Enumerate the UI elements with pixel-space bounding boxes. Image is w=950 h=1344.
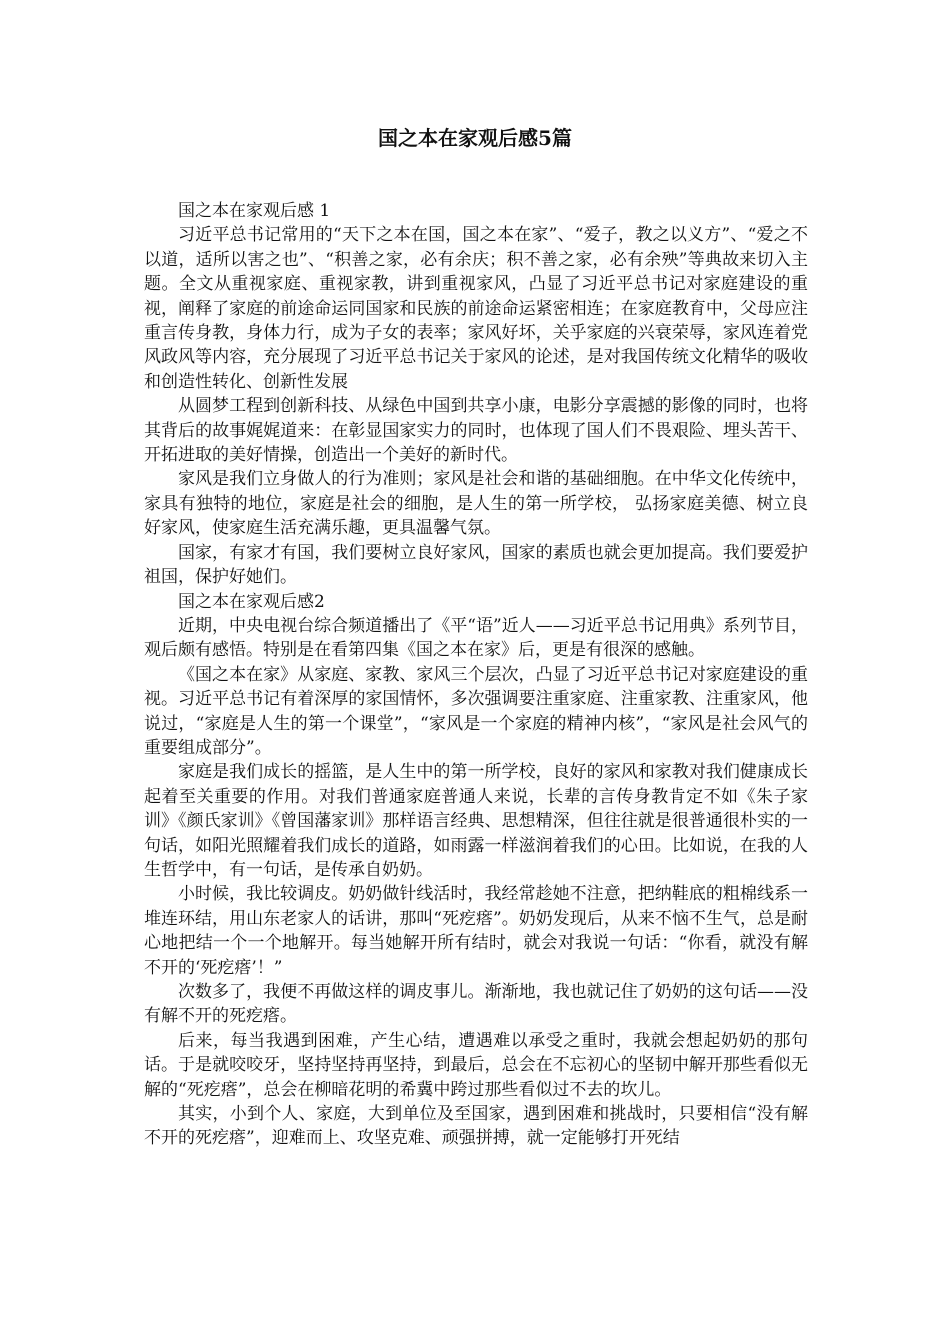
- paragraph: 《国之本在家》从家庭、家教、家风三个层次，凸显了习近平总书记对家庭建设的重视。习近平总书记有着深厚的家国情怀，多次强调要注重家庭、注重家教、注重家风，他说过，“家庭是人生的第一个课堂”，“家风是一个家庭的精神内核”，“家风是社会风气的重要组成部分”。: [144, 664, 808, 758]
- document-title: 国之本在家观后感5篇: [378, 126, 572, 150]
- paragraph: 其实，小到个人、家庭，大到单位及至国家，遇到困难和挑战时，只要相信“没有解不开的死疙瘩”，迎难而上、攻坚克难、顽强拼搏，就一定能够打开死结: [144, 1104, 808, 1149]
- paragraph: 近期，中央电视台综合频道播出了《平“语”近人——习近平总书记用典》系列节目，观后颇有感悟。特别是在看第四集《国之本在家》后，更是有很深的感触。: [144, 615, 808, 661]
- section-heading-1: 国之本在家观后感 1: [178, 201, 331, 221]
- paragraph: 家庭是我们成长的摇篮，是人生中的第一所学校，良好的家风和家教对我们健康成长起着至关重要的作用。对我们普通家庭普通人来说，长辈的言传身教肯定不如《朱子家训》《颜氏家训》《曾国藩家训》那样语言经典、思想精深，但往往就是很普通很朴实的一句话，如阳光照耀着我们成长的道路，如雨露一样滋润着我们的心田。比如说，在我的人生哲学中，有一句话，是传承自奶奶。: [144, 762, 808, 880]
- document-body: [144, 199, 808, 1151]
- paragraph: 小时候，我比较调皮。奶奶做针线活时，我经常趁她不注意，把纳鞋底的粗棉线系一堆连环结，用山东老家人的话讲，那叫“死疙瘩”。奶奶发现后，从来不恼不生气，总是耐心地把结一个一个地解开。每当她解开所有结时，就会对我说一句话：“你看，就没有解不开的‘死疙瘩’！”: [144, 884, 808, 978]
- paragraph: 习近平总书记常用的“天下之本在国，国之本在家”、“爱子，教之以义方”、“爱之不以道，适所以害之也”、“积善之家，必有余庆；积不善之家，必有余殃”等典故来切入主题。全文从重视家庭、重视家教，讲到重视家风，凸显了习近平总书记对家庭建设的重视，阐释了家庭的前途命运同国家和民族的前途命运紧密相连；在家庭教育中，父母应注重言传身教，身体力行，成为子女的表率；家风好坏，关乎家庭的兴衰荣辱，家风连着党风政风等内容，充分展现了习近平总书记关于家风的论述，是对我国传统文化精华的吸收和创造性转化、创新性发展: [144, 225, 808, 392]
- section-heading-2: 国之本在家观后感2: [178, 591, 325, 612]
- paragraph: 家风是我们立身做人的行为准则；家风是社会和谐的基础细胞。在中华文化传统中，家具有独特的地位，家庭是社会的细胞，是人生的第一所学校， 弘扬家庭美德、树立良好家风，使家庭生活充满乐趣，更具温馨气氛。: [144, 469, 808, 539]
- paragraph: 从圆梦工程到创新科技、从绿色中国到共享小康，电影分享震撼的影像的同时，也将其背后的故事娓娓道来：在彰显国家实力的同时，也体现了国人们不畏艰险、埋头苦干、开拓进取的美好情操，创造出一个美好的新时代。: [144, 396, 808, 466]
- paragraph: 后来，每当我遇到困难，产生心结，遭遇难以承受之重时，我就会想起奶奶的那句话。于是就咬咬牙，坚持坚持再坚持，到最后，总会在不忘初心的坚韧中解开那些看似无解的“死疙瘩”，总会在柳暗花明的希冀中跨过那些看似过不去的坎儿。: [144, 1030, 808, 1100]
- paragraph: 国家，有家才有国，我们要树立良好家风，国家的素质也就会更加提高。我们要爱护祖国，保护好她们。: [144, 542, 808, 588]
- paragraph: 次数多了，我便不再做这样的调皮事儿。渐渐地，我也就记住了奶奶的这句话——没有解不开的死疙瘩。: [144, 982, 808, 1027]
